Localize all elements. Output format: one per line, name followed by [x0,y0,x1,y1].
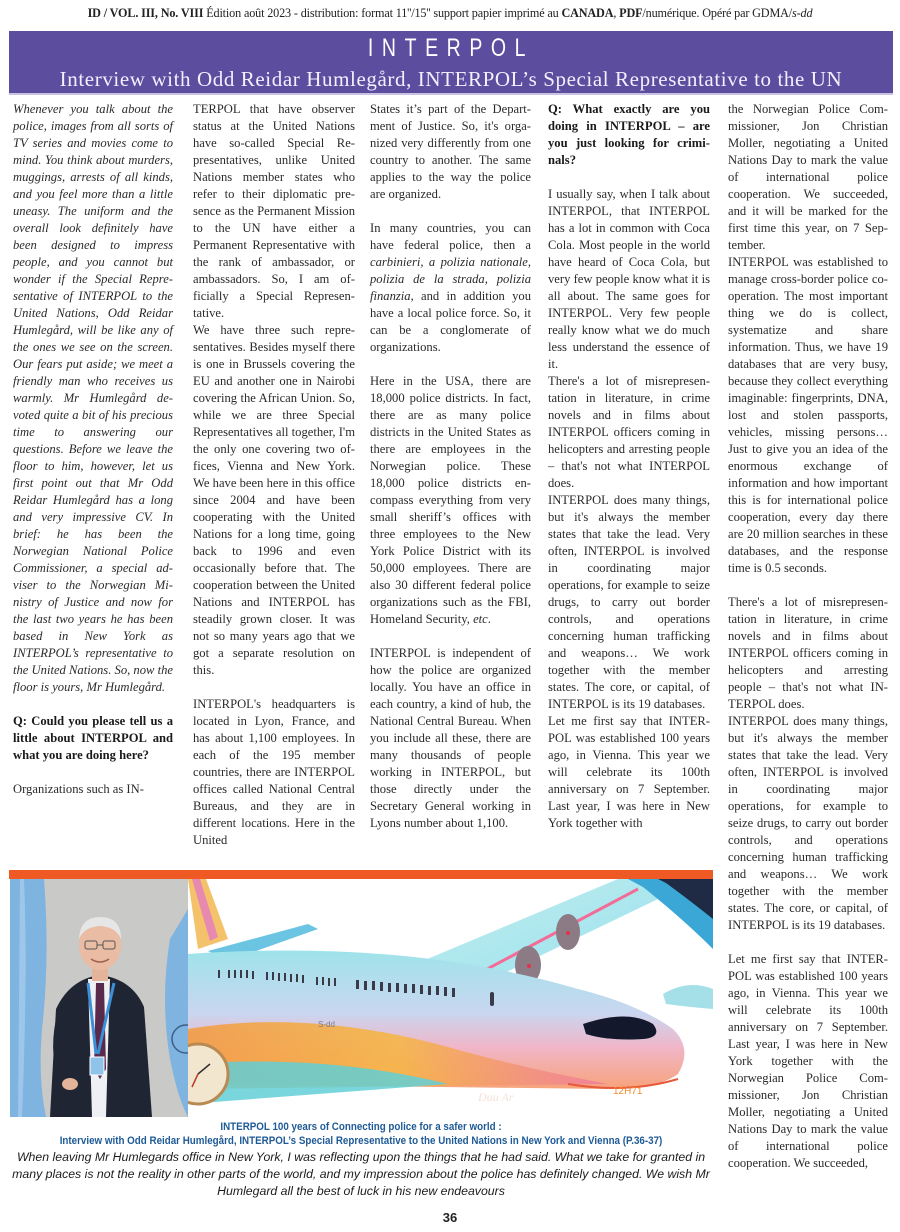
portrait-photo [10,879,188,1117]
airplane-artwork [188,879,713,1117]
paragraph: INTERPOL is independent of how the police are organized locally. You have an office in each country, a kind of hub, the National Central Bureau. When you include all these, there are many thousands of people working in INTERPOL, but those directly under the Secretary General working in Lyons number about 1,100. [370,646,531,830]
paragraph: There's a lot of misrepresentation in literature, in crime novels and in films about INTERPOL officers coming in helicopters and arresting people – that's not what INTERPOL does. [548,374,710,490]
article-column-1 [13,101,173,798]
plane-script: Duu Ar [478,1090,514,1104]
text-span: In many countries, you can have federal police, then a [370,221,531,252]
operator-tag: s-dd [792,6,813,20]
paragraph: There's a lot of misrepresentation in literature, in crime novels and in films about INTERPOL officers coming in helicopters and arresting people – that's not what INTERPOL does. [728,595,888,711]
question-2: Q: What exactly are you doing in INTERPOL – are you just looking for criminals? [548,102,710,167]
article-column-3 [370,101,531,832]
separator: , [613,6,620,20]
article-column-5 [728,101,888,1172]
text-span: Here in the USA, there are 18,000 police districts. In fact, there are as many police districts in the United States as there are employees in the Norwegian police. These 18,000 police districts encompass everything from very small sheriff’s offices with three employees to the New York Police District with its 50,000 employees. There are also 30 different federal police organizations such as the FBI, Homeland Security, [370,374,531,626]
paragraph: States it’s part of the Department of Justice. So, it's organized very differently from one country to another. The same applies to the way the police are organized. [370,102,531,201]
title-banner [9,31,893,95]
italic-etc: etc [473,612,488,626]
paragraph: Let me first say that INTERPOL was established 100 years ago, in Vienna. This year we will celebrate its 100th anniversary on 7 September. Last year, I was here in New York together with [548,714,710,830]
paragraph: INTERPOL was established to manage cross-border police co-operation. The most important thing we do is collect, systematize and share information. Thus, we have 19 databases that are very busy, because they collect everything imaginable: fingerprints, DNA, lost and stolen passports, vehicles, missing persons… Just to give you an idea of the enormous exchange of information and how important this is for international police cooperation, every day there are 20 million searches in these databases, and the response time is 0.5 seconds. [728,255,888,575]
paragraph: the Norwegian Police Commissioner, Jon Christian Moller, negotiating a United Nations Day to mark the value of international police cooperation. We succeeded, and it will be marked for the first time this year, on 7 September. [728,102,888,252]
image-caption [9,1120,713,1200]
paragraph: Let me first say that INTERPOL was established 100 years ago, in Vienna. This year we will celebrate its 100th anniversary on 7 September. Last year, I was here in New York together with the Norwegian Police Commissioner, Jon Christian Moller, negotiating a United Nations Day to mark the value of international police cooperation. We succeeded, [728,952,888,1170]
text-span: . [487,612,491,626]
text-span: , and in addition you have a local police force. So, it can be a conglomerate of organizations. [370,289,531,354]
country-text: CANADA [561,6,614,20]
plane-tag: S-dd [318,1020,335,1029]
caption-body: When leaving Mr Humlegards office in New York, I was reflecting upon the things that he had said. What we take for granted in many places is not the reality in other parts of the world, and my impression about the police has definitely changed. We wish Mr Humlegard all the best of luck in his new endeavours [12,1150,710,1198]
paragraph: TERPOL that have observer status at the United Nations have so-called Special Representatives, unlike United Nations member states who refer to their diplomatic presence as the Permanent Mission to the UN have either a Permanent Representative with the rank of ambassador, or ambassadors. So, I am officially a Special Representative. [193,102,355,320]
plane-illustration [188,879,713,1117]
page-number: 36 [442,1210,458,1225]
banner-subtitle: Interview with Odd Reidar Humlegård, INTERPOL’s Special Representative to the UN [59,67,843,91]
article-column-2 [193,101,355,849]
paragraph: INTERPOL does many things, but it's always the member states that take the lead. Very often, INTERPOL is involved in coordinating major operations, for example to seize drugs, to carry out border controls, and operations concerning human trafficking and weapons… We work together with the member states. The core, or capital, of INTERPOL is its 19 databases. [728,714,888,932]
paragraph [370,373,531,628]
format-rest-text: /numérique. Opéré par GDMA/ [642,6,793,20]
paragraph: We have three such representatives. Besides myself there is one in Brussels covering the EU and another one in Nairobi covering the African Union. So, while we are three Special Representatives all together, I'm the only one covering two offices, Vienna and New York. We have been here in this office since 2004 and have been cooperating with the United Nations for a long time, going back to 1996 and even occasionally before that. The cooperation between the United Nations and INTERPOL has steadily grown closer. It was not so many years ago that we got a separate resolution on this. [193,323,355,677]
plane-tail-number: 12H71 [613,1086,643,1097]
accent-bar [9,870,713,879]
format-text: PDF [619,6,643,20]
publication-id: ID / VOL. III, No. VIII [87,6,204,20]
paragraph: I usually say, when I talk about INTERPOL, that INTERPOL has a lot in common with Coca Cola. Most people in the world have heard of Coca Cola, but very few people know what it is all about. The same goes for INTERPOL. Very few people really know what we do much less understand the essence of it. [548,187,710,371]
question-1: Q: Could you please tell us a little about INTERPOL and what you are doing here? [13,714,173,762]
paragraph: INTERPOL does many things, but it's always the member states that take the lead. Very often, INTERPOL is involved in coordinating major operations, for example to seize drugs, to carry out border controls, and operations concerning human trafficking and weapons… We work together with the member states. The core, or capital, of INTERPOL is its 19 databases. [548,493,710,711]
publication-info-line [0,6,900,21]
answer-1-start: Organizations such as IN- [13,782,144,796]
italic-police-names: carbinieri, a polizia nationale, polizia de la strada, polizia finanzia [370,255,531,303]
caption-title: INTERPOL 100 years of Connecting police for a safer world : [220,1121,502,1133]
article-intro: Whenever you talk about the police, images from all sorts of TV series and movies come to mind. You think about murders, muggings, arrests of all kinds, and you feel more than a little uneasy. The uniform and the overall look definitely have been designed to impress people, and you cannot but wonder if the Special Representative of INTERPOL to the United Nations, Odd Reidar Humlegård, will be like any of the ones we see on the screen. Our fears put aside; we meet a friendly man who receives us warmly. Mr Humlegård devoted quite a bit of his precious time to answering our questions. Before we leave the floor to him, however, let us first point out that Mr Odd Reidar Humlegård has a long and very impressive CV. In brief: he has been the Norwegian National Police Commissioner, a special adviser to the Norwegian Ministry of Justice and now for the last two years he has been based in New York as INTERPOL’s representative to the United Nations. So, now the floor is yours, Mr Humlegård. [13,102,173,694]
portrait-illustration [10,879,188,1117]
paragraph: INTERPOL's headquarters is located in Lyon, France, and has about 1,100 employees. In each of the 195 member countries, there are INTERPOL offices called National Central Bureaus, and they are in different locations. Here in the United [193,697,355,847]
caption-subtitle: Interview with Odd Reidar Humlegård, INTERPOL’s Special Representative to the United Nations in New York and Vienna (P.36-37) [59,1135,663,1147]
article-column-4 [548,101,710,832]
paragraph [370,220,531,356]
edition-text: Édition août 2023 - distribution: format 11''/15'' support papier imprimé au [203,6,562,20]
banner-title: INTERPOL [367,34,535,62]
